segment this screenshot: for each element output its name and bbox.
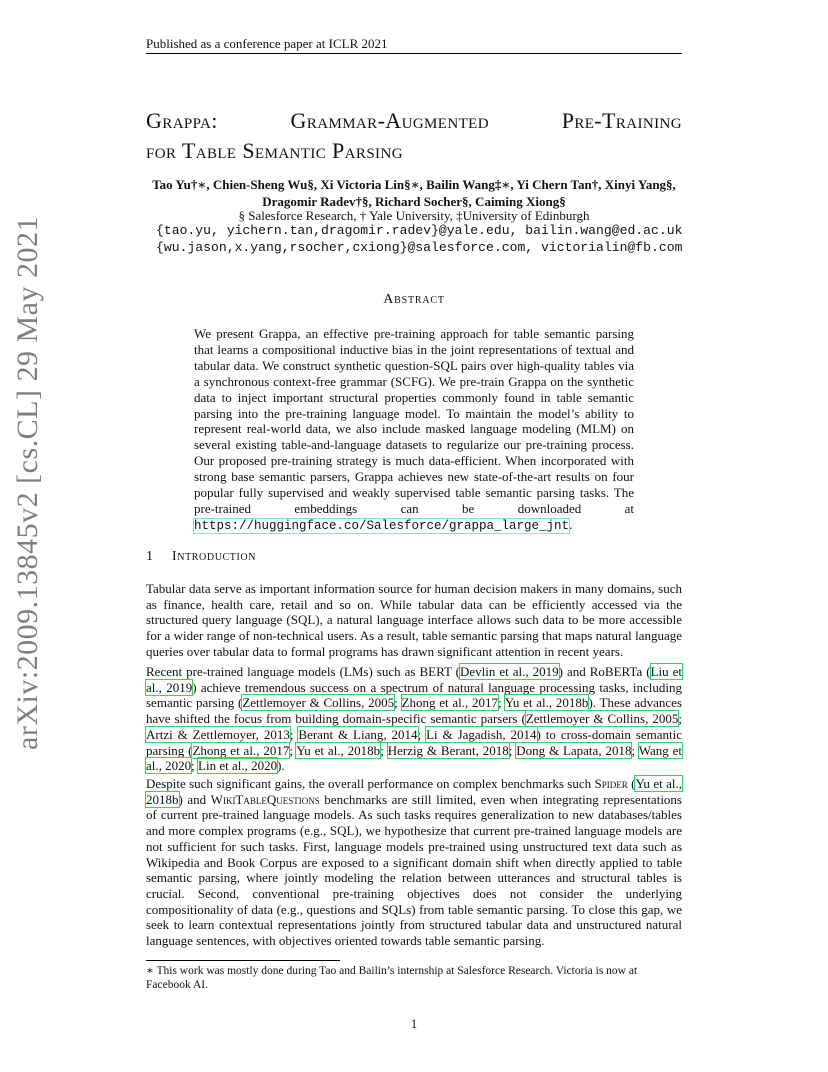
citation-link[interactable]: Wang et al., 2020: [146, 742, 682, 774]
citation-link[interactable]: Zettlemoyer & Collins, 2005: [525, 711, 679, 727]
model-download-link[interactable]: https://huggingface.co/Salesforce/grappa_large_jnt: [194, 518, 570, 533]
citation-link[interactable]: Artzi & Zettlemoyer, 2013: [146, 726, 290, 742]
citation-link[interactable]: Yu et al., 2018b: [296, 742, 381, 758]
footnote-rule: [146, 960, 340, 961]
footnote: ∗ This work was mostly done during Tao and Bailin’s internship at Salesforce Research. Victoria is now at Facebook AI.: [146, 965, 638, 991]
title-word-2: Grammar-Augmented: [290, 108, 489, 133]
citation-link[interactable]: Li & Jagadish, 2014: [426, 726, 537, 742]
title-line-2: for Table Semantic Parsing: [146, 138, 403, 163]
title-word-3: Pre-Training: [561, 108, 682, 133]
citation-link[interactable]: Zhong et al., 2017: [401, 695, 499, 711]
author-list: [140, 176, 688, 210]
citation-link[interactable]: Zhong et al., 2017: [192, 742, 290, 758]
authors-line-1: Tao Yu†∗, Chien-Sheng Wu§, Xi Victoria Lin§∗, Bailin Wang‡∗, Yi Chern Tan†, Xinyi Yang§,: [152, 177, 676, 192]
citation-link[interactable]: Yu et al., 2018b: [504, 695, 589, 711]
authors-line-2: Dragomir Radev†§, Richard Socher§, Caiming Xiong§: [262, 194, 566, 209]
abstract-body: We present Grappa, an effective pre-training approach for table semantic parsing that learns a compositional inductive bias in the joint representations of textual and tabular data. We construct synthetic question-SQL pairs over high-quality tables via a synchronous context-free grammar (SCFG). We pre-train Grappa on the synthetic data to inject important structural properties commonly found in table semantic parsing into the pre-training language model. To maintain the model’s ability to represent real-world data, we also include masked language modeling (MLM) on several existing table-and-language datasets to regularize our pre-training process. Our proposed pre-training strategy is much data-efficient. When incorporated with strong base semantic parsers, Grappa achieves new state-of-the-art results on four popular fully supervised and weakly supervised table semantic parsing tasks. The pre-trained embeddings can be downloaded at https://huggingface.co/Salesforce/grappa_large_jnt.: [194, 326, 634, 533]
emails-line-1: {tao.yu, yichern.tan,dragomir.radev}@yale.edu, bailin.wang@ed.ac.uk: [156, 223, 683, 238]
running-header: Published as a conference paper at ICLR 2021: [146, 36, 388, 51]
dataset-name-wikitablequestions: WikiTableQuestions: [210, 791, 320, 807]
citation-link[interactable]: Berant & Liang, 2014: [298, 726, 418, 742]
arxiv-sidebar: [8, 216, 48, 750]
intro-paragraph-3: Despite such significant gains, the overall performance on complex benchmarks such Spider (Yu et al., 2018b) and WikiTableQuestions benchmarks are still limited, even when integrating representations of current pre-trained language models. As such tasks requires generalization to new databases/tables and more complex programs (e.g., SQL), we hypothesize that current pre-trained language models are not sufficient for such tasks. First, language models pre-trained using unstructured text data such as Wikipedia and Book Corpus are exposed to a significant domain shift when directly applied to table semantic parsing, where jointly modeling the relation between utterances and structural tables is crucial. Second, conventional pre-training objectives does not consider the underlying compositionality of data (e.g., questions and SQLs) from table semantic parsing. To close this gap, we seek to learn contextual representations jointly from structured tabular data and unstructured natural language sentences, with objectives oriented towards table semantic parsing.: [146, 776, 682, 949]
section-title: Introduction: [172, 549, 257, 564]
citation-link[interactable]: Dong & Lapata, 2018: [516, 742, 632, 758]
header-rule: [146, 53, 682, 54]
paper-title: [146, 106, 682, 166]
section-heading: [146, 549, 256, 565]
intro-paragraph-2: Recent pre-trained language models (LMs) such as BERT (Devlin et al., 2019) and RoBERTa (Liu et al., 2019) achieve tremendous success on a spectrum of natural language processing tasks, including semantic parsing (Zettlemoyer & Collins, 2005; Zhong et al., 2017; Yu et al., 2018b). These advances have shifted the focus from building domain-specific semantic parsers (Zettlemoyer & Collins, 2005; Artzi & Zettlemoyer, 2013; Berant & Liang, 2014; Li & Jagadish, 2014) to cross-domain semantic parsing (Zhong et al., 2017; Yu et al., 2018b; Herzig & Berant, 2018; Dong & Lapata, 2018; Wang et al., 2020; Lin et al., 2020).: [146, 664, 682, 774]
arxiv-identifier: arXiv:2009.13845v2 [cs.CL] 29 May 2021: [11, 216, 44, 750]
emails-line-2: {wu.jason,x.yang,rsocher,cxiong}@salesforce.com, victorialin@fb.com: [156, 240, 683, 255]
author-emails: [156, 222, 682, 256]
affiliations: § Salesforce Research, † Yale University, ‡University of Edinburgh: [238, 208, 590, 223]
citation-link[interactable]: Zettlemoyer & Collins, 2005: [242, 695, 395, 711]
section-number: 1: [146, 549, 154, 564]
title-word-1: Grappa:: [146, 108, 218, 133]
citation-link[interactable]: Herzig & Berant, 2018: [387, 742, 509, 758]
citation-link[interactable]: Liu et al., 2019: [146, 664, 682, 695]
citation-link[interactable]: Yu et al., 2018b: [146, 776, 682, 807]
page-number: 1: [410, 1016, 418, 1031]
intro-paragraph-1: Tabular data serve as important information source for human decision makers in many domains, such as finance, health care, retail and so on. While tabular data can be efficiently accessed via the structured query language (SQL), a natural language interface allows such data to be more accessible for a wider range of non-technical users. As a result, table semantic parsing that maps natural language queries over tabular data to formal programs has drawn significant attention in recent years.: [146, 581, 682, 659]
citation-link[interactable]: Lin et al., 2020: [198, 758, 278, 774]
abstract-heading: Abstract: [383, 292, 445, 307]
citation-link[interactable]: Devlin et al., 2019: [460, 664, 559, 679]
abstract-text: We present Grappa, an effective pre-training approach for table semantic parsing that learns a compositional inductive bias in the joint representations of textual and tabular data. We construct synthetic question-SQL pairs over high-quality tables via a synchronous context-free grammar (SCFG). We pre-train Grappa on the synthetic data to inject important structural properties commonly found in table semantic parsing into the pre-training language model. To maintain the model’s ability to represent real-world data, we also include masked language modeling (MLM) on several existing table-and-language datasets to regularize our pre-training process. Our proposed pre-training strategy is much data-efficient. When incorporated with strong base semantic parsers, Grappa achieves new state-of-the-art results on four popular fully supervised and weakly supervised table semantic parsing tasks. The pre-trained embeddings can be downloaded at: [194, 326, 634, 516]
dataset-name-spider: Spider: [594, 776, 628, 791]
